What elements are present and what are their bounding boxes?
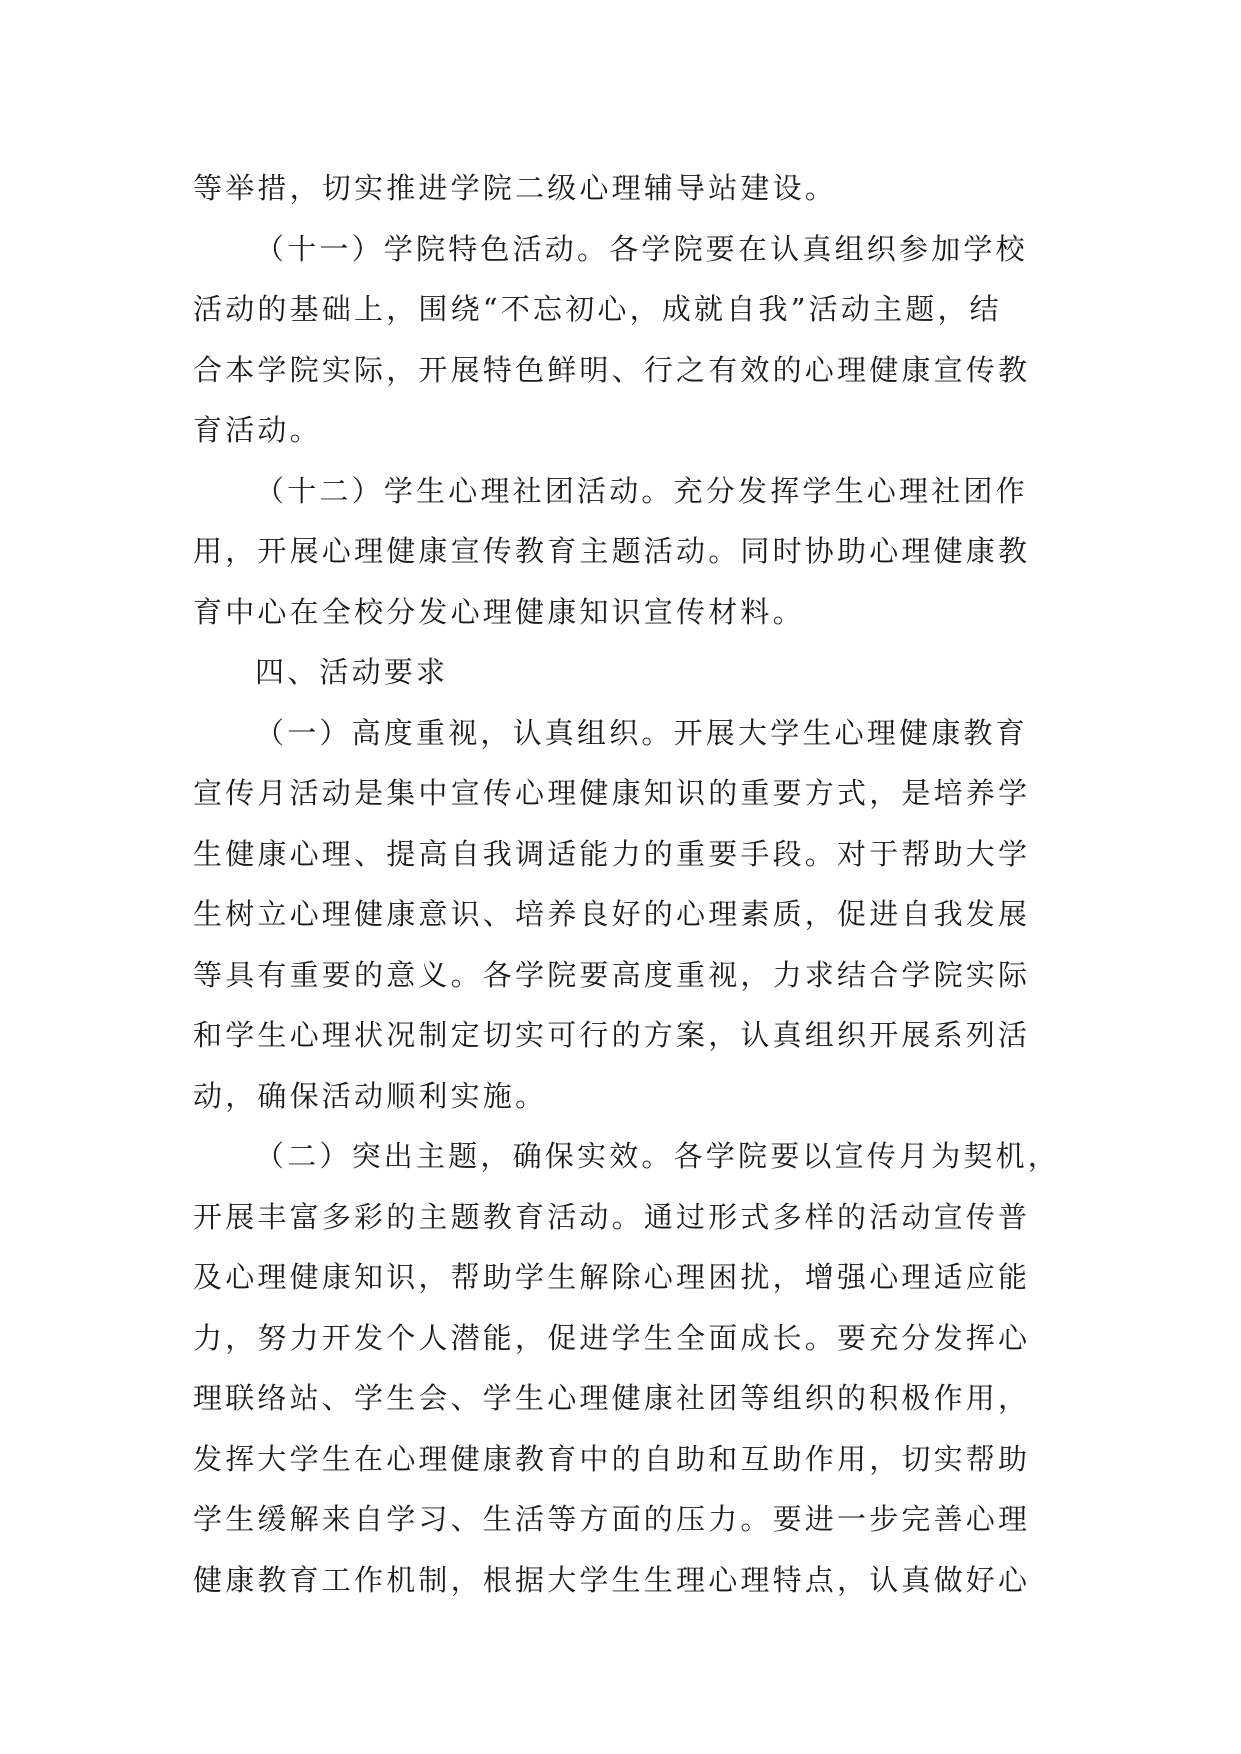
text-line: 等举措，切实推进学院二级心理辅导站建设。 (193, 171, 838, 205)
body-text (193, 158, 1061, 1610)
text-line: 生健康心理、提高自我调适能力的重要手段。对于帮助大学 (193, 836, 1031, 871)
paragraph-line-first: （一）高度重视，认真组织。开展大学生心理健康教育 (255, 715, 1028, 750)
text-line: 和学生心理状况制定切实可行的方案，认真组织开展系列活 (193, 1018, 1031, 1052)
text-line: 学生缓解来自学习、生活等方面的压力。要进一步完善心理 (193, 1502, 1031, 1536)
text-line: 发挥大学生在心理健康教育中的自助和互助作用，切实帮助 (193, 1441, 1031, 1476)
text-line: 及心理健康知识，帮助学生解除心理困扰，增强心理适应能 (193, 1260, 1031, 1294)
paragraph-line-first: （十一）学院特色活动。各学院要在认真组织参加学校 (255, 231, 1028, 266)
text-line: 动，确保活动顺利实施。 (193, 1078, 548, 1113)
text-line: 开展丰富多彩的主题教育活动。通过形式多样的活动宣传普 (193, 1199, 1031, 1234)
text-line: 宣传月活动是集中宣传心理健康知识的重要方式，是培养学 (193, 776, 1031, 810)
text-line: 生树立心理健康意识、培养良好的心理素质，促进自我发展 (193, 897, 1031, 931)
text-line: 等具有重要的意义。各学院要高度重视，力求结合学院实际 (193, 957, 1031, 992)
text-line: 力，努力开发个人潜能，促进学生全面成长。要充分发挥心 (193, 1320, 1031, 1355)
text-line: 育活动。 (193, 413, 322, 447)
text-line: 活动的基础上，围绕“不忘初心，成就自我”活动主题，结 (193, 292, 1002, 326)
text-line: 理联络站、学生会、学生心理健康社团等组织的积极作用， (193, 1381, 1031, 1415)
text-line: 用，开展心理健康宣传教育主题活动。同时协助心理健康教 (193, 534, 1031, 568)
text-line: 健康教育工作机制，根据大学生生理心理特点，认真做好心 (193, 1562, 1031, 1597)
paragraph-line-first: （二）突出主题，确保实效。各学院要以宣传月为契机， (255, 1139, 1061, 1173)
paragraph-line-first: （十二）学生心理社团活动。充分发挥学生心理社团作 (255, 473, 1028, 508)
text-line: 合本学院实际，开展特色鲜明、行之有效的心理健康宣传教 (193, 352, 1031, 387)
section-heading: 四、活动要求 (255, 655, 449, 689)
text-line: 育中心在全校分发心理健康知识宣传材料。 (193, 594, 805, 629)
